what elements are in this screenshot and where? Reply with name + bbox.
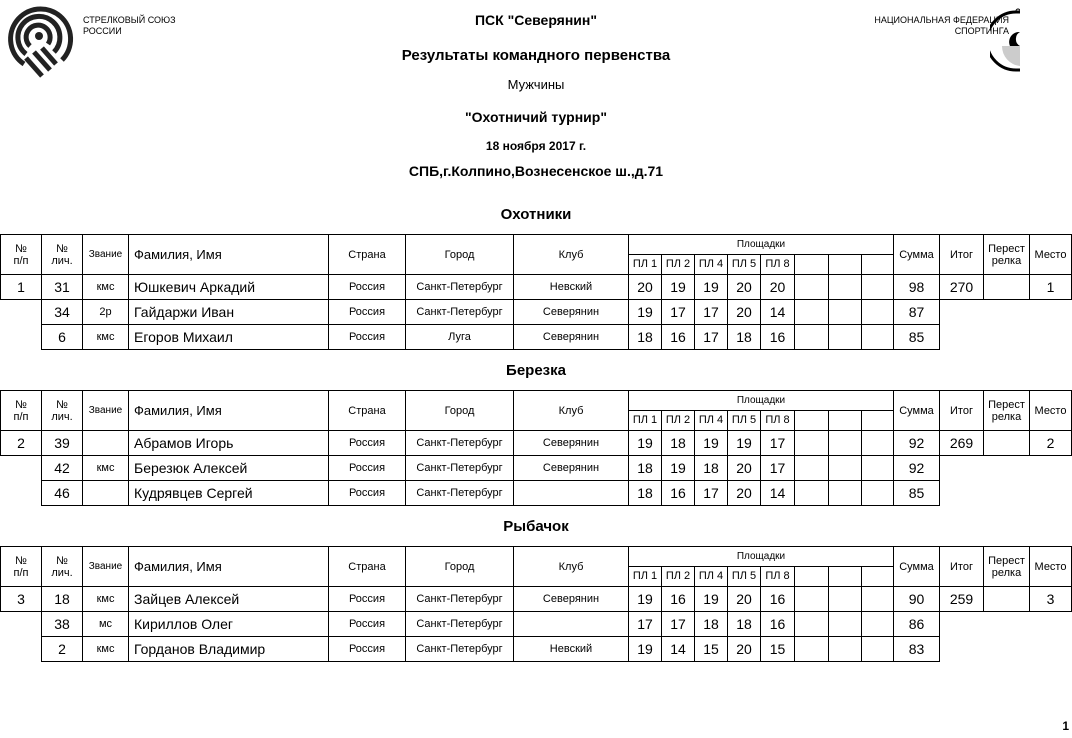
col-field-label [861, 410, 894, 431]
field-score: 16 [661, 480, 695, 506]
team-number: 1 [0, 274, 42, 300]
field-score: 19 [727, 430, 761, 456]
field-score: 17 [694, 324, 728, 350]
shooter-country: Россия [328, 274, 406, 300]
field-score [828, 299, 862, 325]
org-right-line1: НАЦИОНАЛЬНАЯ ФЕДЕРАЦИЯ [874, 15, 1009, 25]
col-num-lich [41, 234, 83, 275]
col-num-lich-line2: лич. [51, 410, 73, 423]
shooter-rank: кмс [82, 274, 129, 300]
col-field-label: ПЛ 2 [661, 410, 695, 431]
team-shootoff [983, 274, 1030, 300]
field-score [861, 324, 894, 350]
team-number: 2 [0, 430, 42, 456]
shooter-name: Абрамов Игорь [128, 430, 329, 456]
field-score [861, 586, 894, 612]
col-name: Фамилия, Имя [128, 234, 329, 275]
col-field-label: ПЛ 8 [760, 410, 795, 431]
shooter-city: Санкт-Петербург [405, 430, 514, 456]
field-score: 14 [661, 636, 695, 662]
col-city: Город [405, 390, 514, 431]
col-club: Клуб [513, 546, 629, 587]
field-score: 17 [760, 455, 795, 481]
col-field-label: ПЛ 2 [661, 254, 695, 275]
field-score: 20 [727, 480, 761, 506]
col-field-label [794, 566, 829, 587]
col-fields: Площадки [628, 546, 894, 567]
field-score: 15 [694, 636, 728, 662]
shooter-club: Невский [513, 636, 629, 662]
shooter-city: Санкт-Петербург [405, 586, 514, 612]
shooter-rank: мс [82, 611, 129, 637]
field-score: 17 [694, 480, 728, 506]
field-score [861, 611, 894, 637]
field-score: 20 [760, 274, 795, 300]
field-score: 20 [727, 274, 761, 300]
field-score: 20 [727, 299, 761, 325]
shooter-id: 31 [41, 274, 83, 300]
col-num-pp [0, 390, 42, 431]
shooter-city: Санкт-Петербург [405, 480, 514, 506]
shooter-rank [82, 480, 129, 506]
field-score [794, 324, 829, 350]
shooter-name: Юшкевич Аркадий [128, 274, 329, 300]
shooter-city: Санкт-Петербург [405, 455, 514, 481]
page-number: 1 [1062, 719, 1069, 733]
field-score [828, 324, 862, 350]
shooter-country: Россия [328, 324, 406, 350]
team-total: 259 [939, 586, 984, 612]
col-field-label: ПЛ 5 [727, 410, 761, 431]
col-total: Итог [939, 390, 984, 431]
col-shootoff-line1: Перест [988, 242, 1025, 255]
field-score: 14 [760, 299, 795, 325]
org-right-line2: СПОРТИНГА [954, 26, 1009, 36]
team-number: 3 [0, 586, 42, 612]
field-score [828, 274, 862, 300]
field-score: 18 [727, 611, 761, 637]
col-shootoff-line2: релка [991, 566, 1022, 579]
field-score [861, 274, 894, 300]
col-field-label [794, 254, 829, 275]
shooter-club: Северянин [513, 324, 629, 350]
field-score: 19 [628, 636, 662, 662]
team-shootoff [983, 430, 1030, 456]
field-score [794, 299, 829, 325]
col-num-lich-line2: лич. [51, 254, 73, 267]
shooter-id: 38 [41, 611, 83, 637]
team-place: 1 [1029, 274, 1072, 300]
field-score [861, 299, 894, 325]
page-title: Результаты командного первенства [401, 47, 671, 64]
field-score: 18 [694, 611, 728, 637]
field-score [794, 274, 829, 300]
col-field-label: ПЛ 4 [694, 410, 728, 431]
col-field-label: ПЛ 4 [694, 566, 728, 587]
field-score: 19 [628, 430, 662, 456]
col-num-pp-line2: п/п [13, 410, 29, 423]
field-score: 16 [760, 324, 795, 350]
shooter-rank: кмс [82, 324, 129, 350]
col-field-label: ПЛ 8 [760, 566, 795, 587]
shooter-sum: 85 [893, 324, 940, 350]
team-name: Березка [506, 362, 566, 379]
col-shootoff-line1: Перест [988, 398, 1025, 411]
col-field-label: ПЛ 5 [727, 566, 761, 587]
shooter-sum: 87 [893, 299, 940, 325]
team-name: Охотники [500, 206, 572, 223]
col-rank: Звание [82, 234, 129, 275]
col-field-label [861, 566, 894, 587]
col-club: Клуб [513, 390, 629, 431]
col-field-label: ПЛ 1 [628, 410, 662, 431]
shooter-name: Кудрявцев Сергей [128, 480, 329, 506]
field-score: 20 [628, 274, 662, 300]
shooter-id: 34 [41, 299, 83, 325]
col-shootoff [983, 390, 1030, 431]
shooter-sum: 98 [893, 274, 940, 300]
field-score: 19 [628, 586, 662, 612]
col-field-label: ПЛ 5 [727, 254, 761, 275]
field-score [828, 430, 862, 456]
shooter-sum: 83 [893, 636, 940, 662]
col-field-label: ПЛ 2 [661, 566, 695, 587]
shooter-name: Гайдаржи Иван [128, 299, 329, 325]
col-num-lich [41, 390, 83, 431]
event-date: 18 ноября 2017 г. [485, 139, 587, 153]
field-score: 14 [760, 480, 795, 506]
shooter-city: Санкт-Петербург [405, 636, 514, 662]
team-total: 269 [939, 430, 984, 456]
field-score: 17 [628, 611, 662, 637]
shooter-club [513, 611, 629, 637]
shooter-sum: 86 [893, 611, 940, 637]
shooter-id: 6 [41, 324, 83, 350]
shooter-name: Березюк Алексей [128, 455, 329, 481]
field-score: 20 [727, 455, 761, 481]
col-sum: Сумма [893, 546, 940, 587]
col-field-label: ПЛ 1 [628, 566, 662, 587]
col-field-label [794, 410, 829, 431]
shooter-id: 46 [41, 480, 83, 506]
team-total: 270 [939, 274, 984, 300]
field-score [861, 480, 894, 506]
shooter-city: Санкт-Петербург [405, 274, 514, 300]
col-sum: Сумма [893, 390, 940, 431]
col-name: Фамилия, Имя [128, 390, 329, 431]
shooter-club: Северянин [513, 586, 629, 612]
col-num-pp-line2: п/п [13, 254, 29, 267]
shooter-name: Зайцев Алексей [128, 586, 329, 612]
field-score [794, 430, 829, 456]
col-place: Место [1029, 546, 1072, 587]
col-num-lich-line2: лич. [51, 566, 73, 579]
field-score [828, 611, 862, 637]
field-score: 18 [727, 324, 761, 350]
shooter-country: Россия [328, 636, 406, 662]
field-score: 17 [661, 611, 695, 637]
shooter-city: Санкт-Петербург [405, 611, 514, 637]
club-title: ПСК "Северянин" [474, 12, 598, 28]
col-field-label [828, 410, 862, 431]
col-num-lich-line1: № [56, 242, 68, 255]
col-field-label: ПЛ 4 [694, 254, 728, 275]
shooter-club: Северянин [513, 299, 629, 325]
field-score: 15 [760, 636, 795, 662]
field-score [828, 455, 862, 481]
field-score: 19 [661, 274, 695, 300]
field-score: 16 [760, 586, 795, 612]
field-score: 18 [628, 324, 662, 350]
shooter-id: 39 [41, 430, 83, 456]
field-score: 16 [760, 611, 795, 637]
col-num-lich [41, 546, 83, 587]
field-score: 19 [661, 455, 695, 481]
team-shootoff [983, 586, 1030, 612]
field-score [794, 611, 829, 637]
col-field-label [828, 566, 862, 587]
team-name: Рыбачок [503, 518, 569, 535]
col-country: Страна [328, 390, 406, 431]
field-score [861, 430, 894, 456]
field-score: 19 [694, 586, 728, 612]
col-fields: Площадки [628, 234, 894, 255]
col-shootoff [983, 234, 1030, 275]
col-name: Фамилия, Имя [128, 546, 329, 587]
field-score [828, 480, 862, 506]
shooter-club [513, 480, 629, 506]
col-num-pp [0, 546, 42, 587]
col-num-pp-line2: п/п [13, 566, 29, 579]
shooter-rank: кмс [82, 455, 129, 481]
col-num-pp-line1: № [15, 554, 27, 567]
field-score [794, 480, 829, 506]
field-score: 19 [694, 274, 728, 300]
shooter-id: 42 [41, 455, 83, 481]
field-score: 17 [760, 430, 795, 456]
col-field-label [861, 254, 894, 275]
col-num-pp-line1: № [15, 398, 27, 411]
shooter-city: Луга [405, 324, 514, 350]
field-score: 17 [694, 299, 728, 325]
col-shootoff-line2: релка [991, 410, 1022, 423]
col-field-label: ПЛ 1 [628, 254, 662, 275]
shooter-rank: кмс [82, 586, 129, 612]
shooter-sum: 85 [893, 480, 940, 506]
col-place: Место [1029, 390, 1072, 431]
shooter-sum: 90 [893, 586, 940, 612]
field-score [794, 455, 829, 481]
field-score: 19 [628, 299, 662, 325]
shooter-country: Россия [328, 299, 406, 325]
shooter-country: Россия [328, 455, 406, 481]
team-place: 3 [1029, 586, 1072, 612]
category: Мужчины [507, 77, 565, 92]
shooter-country: Россия [328, 611, 406, 637]
col-field-label [828, 254, 862, 275]
org-left-line2: РОССИИ [83, 26, 122, 36]
field-score: 20 [727, 586, 761, 612]
field-score [861, 455, 894, 481]
field-score [828, 586, 862, 612]
field-score: 16 [661, 586, 695, 612]
field-score [861, 636, 894, 662]
shooter-country: Россия [328, 586, 406, 612]
col-fields: Площадки [628, 390, 894, 411]
shooter-city: Санкт-Петербург [405, 299, 514, 325]
shooter-id: 2 [41, 636, 83, 662]
field-score [794, 586, 829, 612]
shooter-country: Россия [328, 430, 406, 456]
shooter-club: Невский [513, 274, 629, 300]
shooter-rank [82, 430, 129, 456]
col-shootoff-line1: Перест [988, 554, 1025, 567]
col-sum: Сумма [893, 234, 940, 275]
org-left-line1: СТРЕЛКОВЫЙ СОЮЗ [83, 15, 176, 25]
tournament-name: "Охотничий турнир" [465, 109, 607, 125]
shooter-club: Северянин [513, 455, 629, 481]
col-country: Страна [328, 546, 406, 587]
shooter-sum: 92 [893, 430, 940, 456]
col-rank: Звание [82, 390, 129, 431]
field-score: 19 [694, 430, 728, 456]
col-rank: Звание [82, 546, 129, 587]
col-num-pp [0, 234, 42, 275]
col-city: Город [405, 234, 514, 275]
field-score: 18 [661, 430, 695, 456]
shooter-name: Егоров Михаил [128, 324, 329, 350]
field-score: 16 [661, 324, 695, 350]
col-total: Итог [939, 546, 984, 587]
col-city: Город [405, 546, 514, 587]
shooter-rank: 2р [82, 299, 129, 325]
shooter-name: Горданов Владимир [128, 636, 329, 662]
field-score [828, 636, 862, 662]
event-location: СПБ,г.Колпино,Вознесенское ш.,д.71 [408, 163, 664, 179]
field-score: 18 [628, 480, 662, 506]
col-total: Итог [939, 234, 984, 275]
col-field-label: ПЛ 8 [760, 254, 795, 275]
team-place: 2 [1029, 430, 1072, 456]
col-country: Страна [328, 234, 406, 275]
shooter-sum: 92 [893, 455, 940, 481]
shooter-club: Северянин [513, 430, 629, 456]
field-score: 18 [694, 455, 728, 481]
col-num-lich-line1: № [56, 554, 68, 567]
col-place: Место [1029, 234, 1072, 275]
shooter-id: 18 [41, 586, 83, 612]
col-num-lich-line1: № [56, 398, 68, 411]
col-shootoff [983, 546, 1030, 587]
col-shootoff-line2: релка [991, 254, 1022, 267]
field-score [794, 636, 829, 662]
col-club: Клуб [513, 234, 629, 275]
shooter-rank: кмс [82, 636, 129, 662]
field-score: 20 [727, 636, 761, 662]
field-score: 18 [628, 455, 662, 481]
field-score: 17 [661, 299, 695, 325]
shooter-country: Россия [328, 480, 406, 506]
col-num-pp-line1: № [15, 242, 27, 255]
shooter-name: Кириллов Олег [128, 611, 329, 637]
